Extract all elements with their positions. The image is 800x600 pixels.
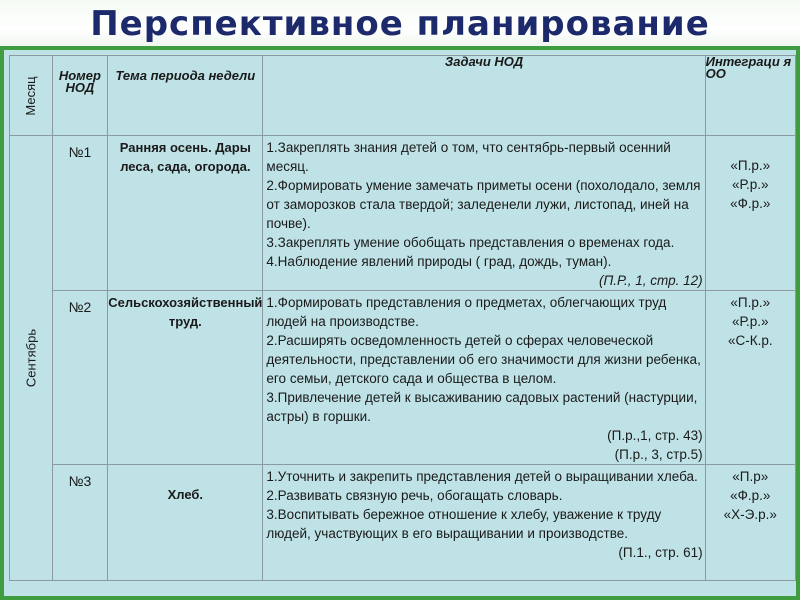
header-month	[10, 56, 53, 136]
task-line: 4.Наблюдение явлений природы ( град, дождь, туман).	[266, 254, 612, 269]
task-line: 2.Развивать связную речь, обогащать словарь.	[266, 488, 563, 503]
task-line: 2.Формировать умение замечать приметы осени (похолодало, земля от заморозков стала твердой; заледенели лужи, листопад, иней на почве).	[266, 178, 701, 231]
row-tasks	[263, 136, 705, 291]
integration-item: «П.р.»	[730, 158, 771, 173]
header-integration: Интеграци я ОО	[705, 56, 795, 136]
row-topic: Ранняя осень. Дары леса, сада, огорода.	[108, 136, 263, 291]
source-reference: (П.Р., 1, стр. 12)	[599, 273, 703, 288]
integration-item: «Х-Э.р.»	[723, 507, 777, 522]
row-integration	[705, 291, 795, 465]
header-tasks: Задачи НОД	[263, 56, 705, 136]
task-line: 3.Воспитывать бережное отношение к хлебу, уважение к труду людей, участвующих в его выращивании и производстве.	[266, 507, 662, 541]
row-topic: Сельскохозяйственный труд.	[108, 291, 263, 465]
header-topic: Тема периода недели	[108, 56, 263, 136]
table-row	[10, 136, 796, 291]
integration-item: «С-К.р.	[727, 333, 773, 348]
row-tasks	[263, 465, 705, 581]
row-integration	[705, 136, 795, 291]
row-topic: Хлеб.	[108, 465, 263, 581]
planning-table	[9, 55, 796, 581]
month-cell	[10, 136, 53, 581]
source-reference: (П.р., 3, стр.5)	[614, 447, 703, 462]
source-reference: (П.р.,1, стр. 43)	[607, 428, 703, 443]
task-line: 2.Расширять осведомленность детей о сферах человеческой деятельности, представлении об его значимости для жизни ребенка, его семьи, детского сада и общества в целом.	[266, 333, 701, 386]
header-row	[10, 56, 796, 136]
header-number: Номер НОД	[52, 56, 108, 136]
source-reference: (П.1., стр. 61)	[618, 545, 703, 560]
content-frame	[0, 46, 800, 600]
row-number: №3	[52, 465, 108, 581]
table-row	[10, 291, 796, 465]
integration-item: «Ф.р.»	[730, 196, 771, 211]
task-line: 3.Привлечение детей к высаживанию садовых растений (настурции, астры) в горшки.	[266, 390, 698, 424]
row-number: №1	[52, 136, 108, 291]
row-tasks	[263, 291, 705, 465]
slide-title: Перспективное планирование	[90, 4, 710, 44]
integration-item: «Ф.р.»	[730, 488, 771, 503]
content-panel	[4, 50, 796, 596]
integration-item: «Р.р.»	[732, 314, 769, 329]
header-month-label: Месяц	[22, 75, 38, 116]
task-line: 1.Формировать представления о предметах, облегчающих труд людей на производстве.	[266, 295, 667, 329]
task-line: 3.Закреплять умение обобщать представления о временах года.	[266, 235, 675, 250]
month-label: Сентябрь	[23, 328, 39, 388]
integration-item: «Р.р.»	[732, 177, 769, 192]
integration-item: «П.р»	[732, 469, 769, 484]
table-row	[10, 465, 796, 581]
integration-item: «П.р.»	[730, 295, 771, 310]
row-number: №2	[52, 291, 108, 465]
row-integration	[705, 465, 795, 581]
task-line: 1.Закреплять знания детей о том, что сентябрь-первый осенний месяц.	[266, 140, 671, 174]
task-line: 1.Уточнить и закрепить представления детей о выращивании хлеба.	[266, 469, 698, 484]
